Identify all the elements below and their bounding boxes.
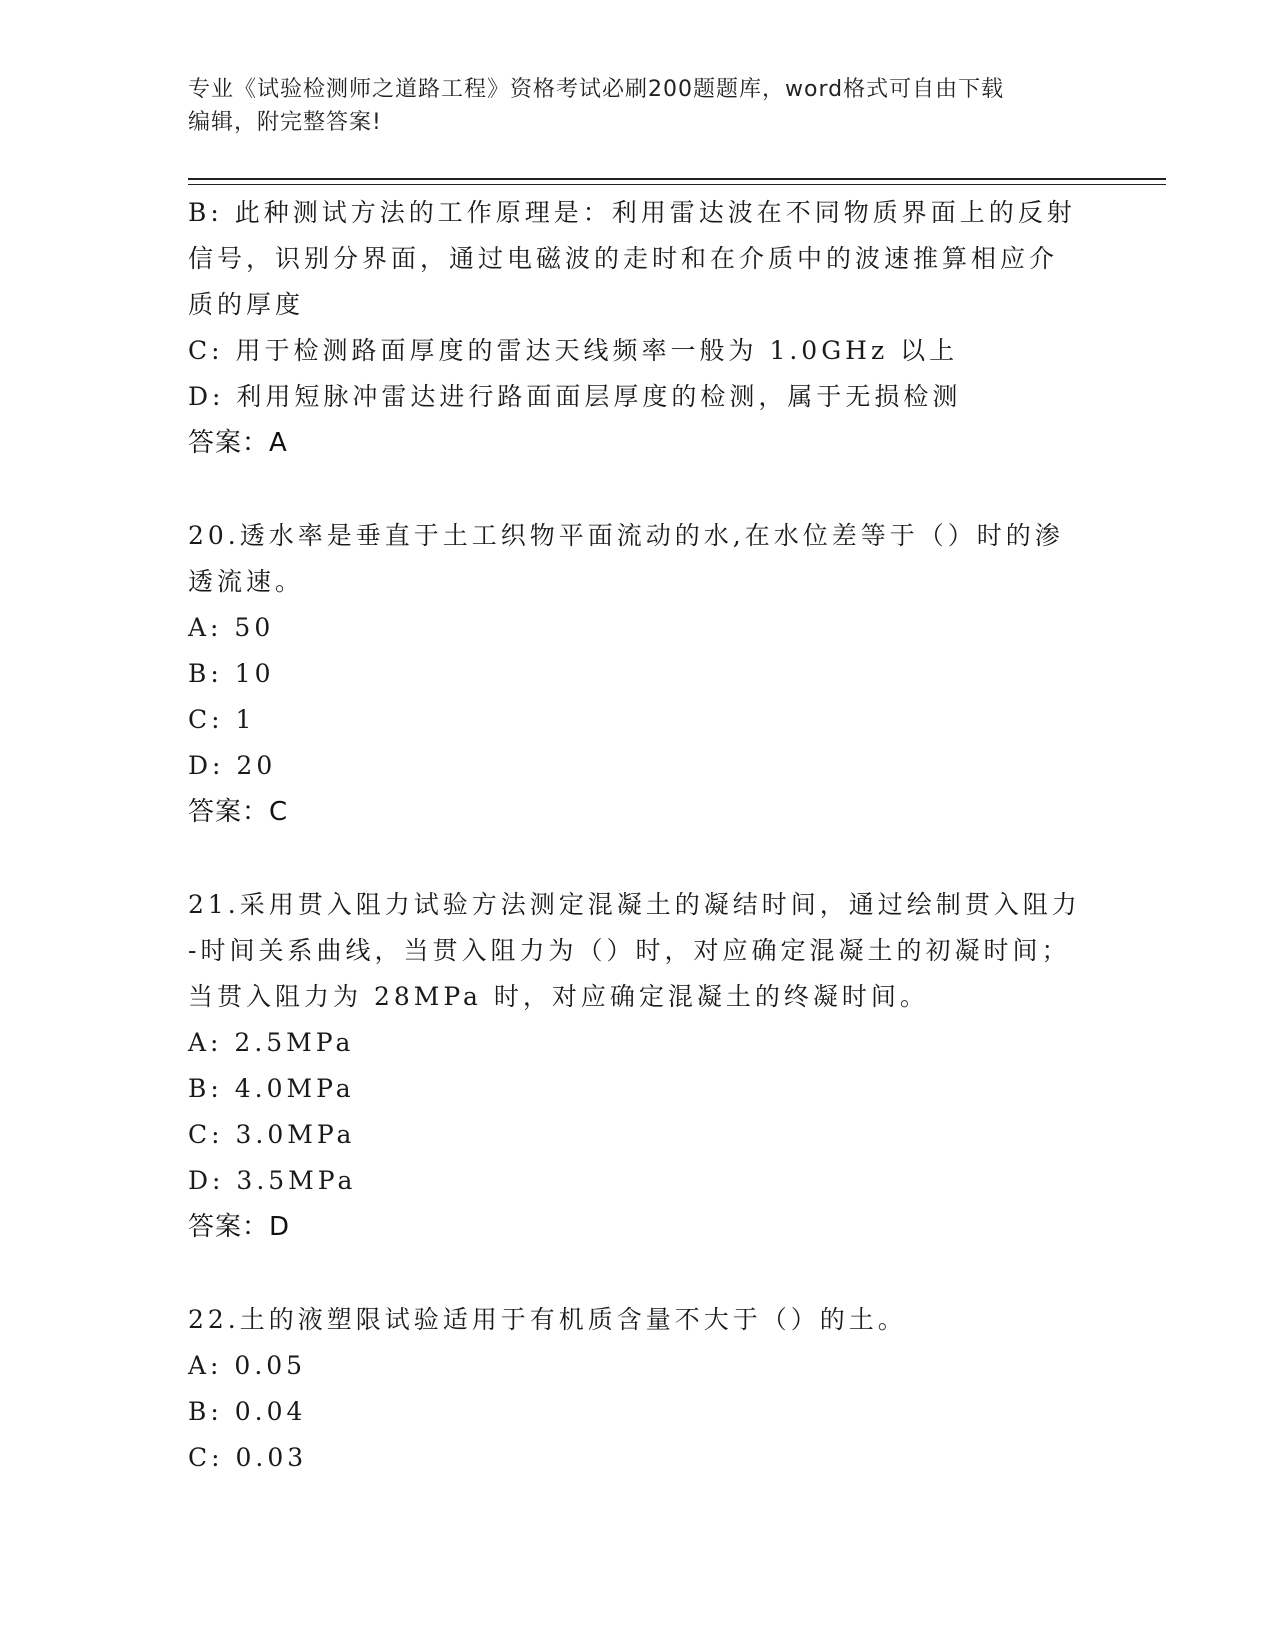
header-divider-thick xyxy=(188,178,1166,180)
option-a: A: 50 xyxy=(188,613,275,642)
question-21 xyxy=(188,882,1088,1250)
question-stem-line-2: -时间关系曲线，当贯入阻力为（）时，对应确定混凝土的初凝时间； xyxy=(188,936,1071,965)
question-stem-line-1: 21.采用贯入阻力试验方法测定混凝土的凝结时间，通过绘制贯入阻力 xyxy=(188,890,1081,919)
option-d: D: 20 xyxy=(188,751,277,780)
option-b: B: 0.04 xyxy=(188,1397,307,1426)
option-d: D: 3.5MPa xyxy=(188,1166,357,1195)
option-b-line-3: 质的厚度 xyxy=(188,290,305,319)
answer-label: 答案：C xyxy=(188,797,289,827)
answer-label: 答案：A xyxy=(188,428,288,458)
header-title-line-1: 专业《试验检测师之道路工程》资格考试必刷200题题库，word格式可自由下载 xyxy=(188,77,1005,102)
option-c: C: 3.0MPa xyxy=(188,1120,356,1149)
option-a: A: 0.05 xyxy=(188,1351,307,1380)
option-b-line-2: 信号，识别分界面，通过电磁波的走时和在介质中的波速推算相应介 xyxy=(188,244,1059,273)
option-b-line-1: B: 此种测试方法的工作原理是：利用雷达波在不同物质界面上的反射 xyxy=(188,198,1076,227)
option-c: C: 1 xyxy=(188,705,256,734)
question-spacer xyxy=(188,1250,1088,1297)
question-22 xyxy=(188,1297,1088,1481)
question-content xyxy=(188,190,1088,1481)
answer-label: 答案：D xyxy=(188,1212,291,1242)
header-divider-thin xyxy=(188,184,1166,185)
header-title-line-2: 编辑，附完整答案! xyxy=(188,110,382,135)
question-stem-line-1: 22.土的液塑限试验适用于有机质含量不大于（）的土。 xyxy=(188,1305,907,1334)
option-b: B: 4.0MPa xyxy=(188,1074,355,1103)
document-header xyxy=(188,73,1088,139)
option-b: B: 10 xyxy=(188,659,275,688)
question-stem-line-1: 20.透水率是垂直于土工织物平面流动的水,在水位差等于（）时的渗 xyxy=(188,521,1064,550)
question-spacer xyxy=(188,835,1088,882)
question-19-continued xyxy=(188,190,1088,466)
option-c: C: 0.03 xyxy=(188,1443,308,1472)
option-a: A: 2.5MPa xyxy=(188,1028,355,1057)
question-20 xyxy=(188,513,1088,835)
option-c: C: 用于检测路面厚度的雷达天线频率一般为 1.0GHz 以上 xyxy=(188,336,959,365)
question-stem-line-3: 当贯入阻力为 28MPa 时，对应确定混凝土的终凝时间。 xyxy=(188,982,929,1011)
question-stem-line-2: 透流速。 xyxy=(188,567,305,596)
option-d: D: 利用短脉冲雷达进行路面面层厚度的检测，属于无损检测 xyxy=(188,382,962,411)
question-spacer xyxy=(188,466,1088,513)
